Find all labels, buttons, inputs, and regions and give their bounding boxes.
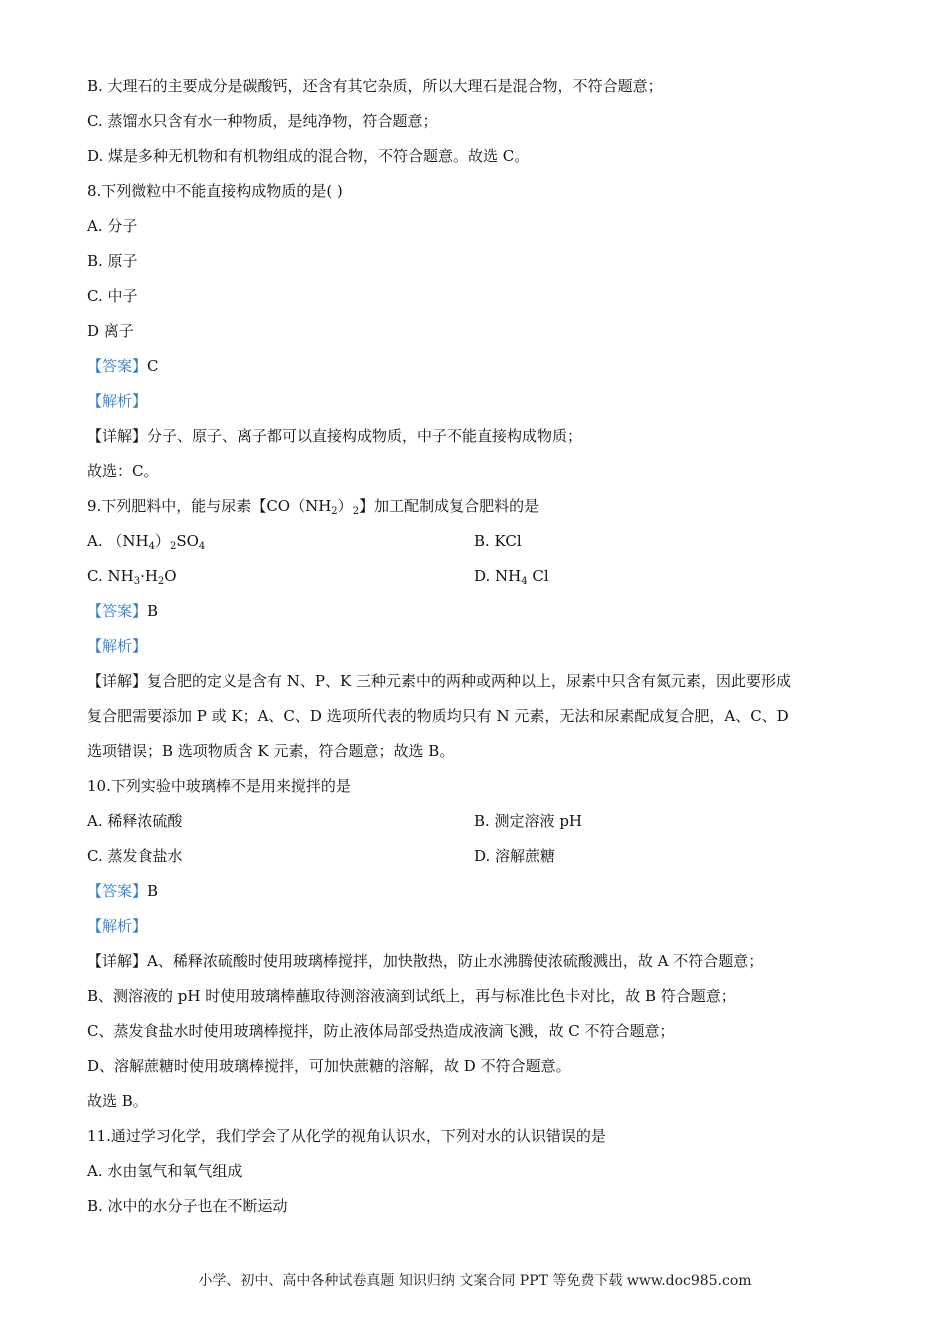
text-line: C. 蒸馏水只含有水一种物质，是纯净物，符合题意； (87, 112, 438, 130)
text-line: 【详解】分子、原子、离子都可以直接构成物质，中子不能直接构成物质； (87, 427, 583, 445)
page-footer: 小学、初中、高中各种试卷真题 知识归纳 文案合同 PPT 等免费下载 www.doc985.com (198, 1273, 752, 1289)
question-8-option-c: C. 中子 (87, 287, 138, 305)
subscript: 2 (352, 506, 360, 517)
question-8-option-b: B. 原子 (87, 252, 138, 270)
subscript: 2 (331, 506, 338, 517)
question-9-option-a (87, 531, 205, 557)
answer-tag: 【答案】 (87, 357, 148, 375)
subscript: 2 (157, 576, 165, 587)
question-9-answer (87, 601, 158, 621)
question-9-stem (87, 496, 539, 522)
question-8-analysis-tag: 【解析】 (87, 392, 148, 410)
question-8-answer (87, 356, 159, 376)
answer-tag: 【答案】 (87, 602, 148, 620)
subscript: 4 (521, 576, 528, 587)
question-9-option-c (87, 566, 177, 592)
question-10-answer (87, 881, 158, 901)
question-10-option-a: A. 稀释浓硫酸 (87, 812, 183, 830)
question-11-option-a: A. 水由氢气和氧气组成 (87, 1162, 243, 1180)
answer-tag: 【答案】 (87, 882, 148, 900)
option-text: O (164, 567, 177, 585)
text-line: 故选：C。 (87, 462, 159, 480)
question-10-option-d: D. 溶解蔗糖 (474, 847, 556, 865)
question-10-option-c: C. 蒸发食盐水 (87, 847, 183, 865)
subscript: 4 (198, 541, 206, 552)
subscript: 2 (169, 541, 177, 552)
question-11-stem: 11.通过学习化学，我们学会了从化学的视角认识水，下列对水的认识错误的是 (87, 1127, 606, 1145)
option-text: ） (154, 532, 170, 550)
stem-text: 9.下列肥料中，能与尿素【CO（NH (87, 497, 332, 515)
question-8-stem: 8.下列微粒中不能直接构成物质的是( ) (87, 182, 343, 200)
text-line: 选项错误；B 选项物质含 K 元素，符合题意；故选 B。 (87, 742, 455, 760)
text-line: B、测溶液的 pH 时使用玻璃棒蘸取待测溶液滴到试纸上，再与标准比色卡对比，故 B 符合题意； (87, 987, 736, 1005)
option-text: ·H (140, 567, 158, 585)
stem-text: ） (337, 497, 353, 515)
option-text: A. （NH (87, 532, 149, 550)
text-line: 【详解】A、稀释浓硫酸时使用玻璃棒搅拌，加快散热，防止水沸腾使浓硫酸溅出，故 A 不符合题意； (87, 952, 764, 970)
subscript: 4 (148, 541, 155, 552)
answer-value: B (147, 882, 159, 900)
option-text: C. NH (87, 567, 134, 585)
question-10-stem: 10.下列实验中玻璃棒不是用来搅拌的是 (87, 777, 351, 795)
question-11-option-b: B. 冰中的水分子也在不断运动 (87, 1197, 288, 1215)
question-10-analysis-tag: 【解析】 (87, 917, 148, 935)
text-line: B. 大理石的主要成分是碳酸钙，还含有其它杂质，所以大理石是混合物，不符合题意； (87, 77, 663, 95)
text-line: C、蒸发食盐水时使用玻璃棒搅拌，防止液体局部受热造成液滴飞溅，故 C 不符合题意； (87, 1022, 675, 1040)
question-9-analysis-tag: 【解析】 (87, 637, 148, 655)
question-9-option-d (474, 566, 549, 592)
text-line: 故选 B。 (87, 1092, 148, 1110)
question-8-option-d: D 离子 (87, 322, 134, 340)
answer-value: B (147, 602, 159, 620)
question-9-option-b: B. KCl (474, 532, 522, 550)
subscript: 3 (133, 576, 141, 587)
text-line: D、溶解蔗糖时使用玻璃棒搅拌，可加快蔗糖的溶解，故 D 不符合题意。 (87, 1057, 571, 1075)
question-10-option-b: B. 测定溶液 pH (474, 812, 583, 830)
option-text: D. NH (474, 567, 522, 585)
text-line: 【详解】复合肥的定义是含有 N、P、K 三种元素中的两种或两种以上，尿素中只含有氮元素，因此要形成 (87, 672, 791, 690)
option-text: SO (176, 532, 199, 550)
text-line: 复合肥需要添加 P 或 K；A、C、D 选项所代表的物质均只有 N 元素，无法和尿素配成复合肥，A、C、D (87, 707, 789, 725)
option-text: Cl (527, 567, 549, 585)
answer-value: C (147, 357, 159, 375)
text-line: D. 煤是多种无机物和有机物组成的混合物，不符合题意。故选 C。 (87, 147, 530, 165)
question-8-option-a: A. 分子 (87, 217, 138, 235)
stem-text: 】加工配制成复合肥料的是 (359, 497, 540, 515)
